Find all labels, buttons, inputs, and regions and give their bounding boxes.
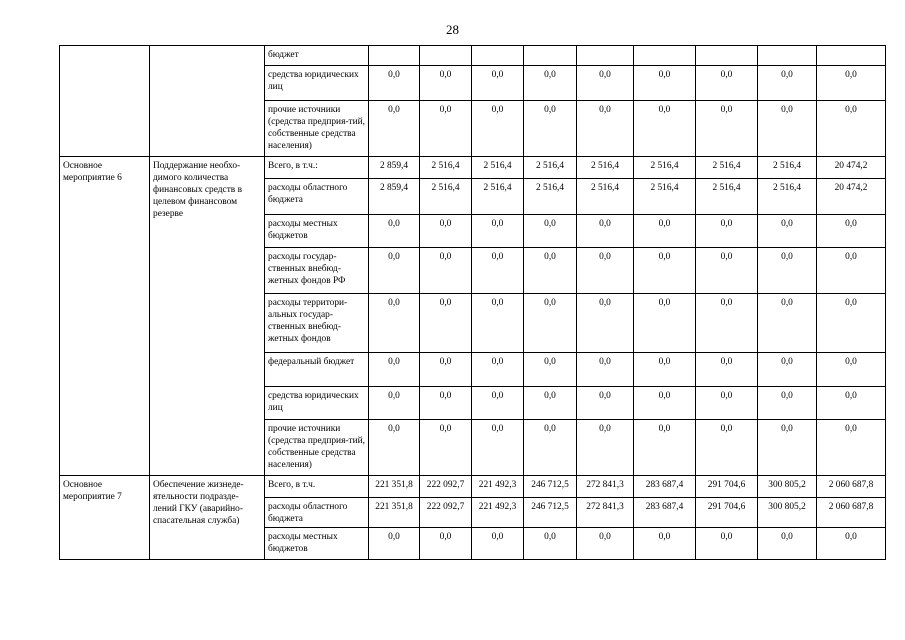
year-value-cell: 0,0 — [634, 101, 696, 157]
year-value-cell: 0,0 — [758, 248, 817, 294]
year-value-cell: 222 092,7 — [420, 476, 472, 498]
year-value-cell: 0,0 — [634, 215, 696, 248]
year-value-cell — [758, 46, 817, 66]
year-value-cell: 0,0 — [524, 66, 577, 101]
year-value-cell: 300 805,2 — [758, 498, 817, 528]
year-value-cell: 0,0 — [577, 353, 634, 387]
year-value-cell: 2 516,4 — [472, 179, 524, 215]
year-value-cell: 0,0 — [577, 387, 634, 420]
year-value-cell: 291 704,6 — [696, 476, 758, 498]
year-value-cell — [472, 46, 524, 66]
year-value-cell: 2 516,4 — [696, 157, 758, 179]
year-value-cell: 0,0 — [472, 353, 524, 387]
year-value-cell: 0,0 — [420, 420, 472, 476]
year-value-cell: 0,0 — [420, 101, 472, 157]
year-value-cell: 0,0 — [369, 215, 420, 248]
year-value-cell: 0,0 — [758, 66, 817, 101]
funding-source-cell: средства юридических лиц — [265, 66, 369, 101]
year-value-cell — [696, 46, 758, 66]
year-value-cell: 0,0 — [634, 528, 696, 560]
year-value-cell: 2 516,4 — [420, 157, 472, 179]
year-value-cell: 0,0 — [634, 248, 696, 294]
table-body — [60, 46, 886, 560]
measure-status-cell: Основное мероприятие 6 — [60, 157, 150, 476]
budget-table — [59, 45, 886, 560]
year-value-cell: 0,0 — [696, 66, 758, 101]
year-value-cell — [634, 46, 696, 66]
total-value-cell: 0,0 — [817, 294, 886, 353]
year-value-cell: 0,0 — [420, 66, 472, 101]
total-value-cell: 20 474,2 — [817, 157, 886, 179]
total-value-cell: 0,0 — [817, 387, 886, 420]
year-value-cell: 0,0 — [472, 528, 524, 560]
year-value-cell: 0,0 — [420, 387, 472, 420]
year-value-cell: 0,0 — [577, 66, 634, 101]
total-value-cell: 2 060 687,8 — [817, 498, 886, 528]
year-value-cell: 221 351,8 — [369, 476, 420, 498]
year-value-cell: 2 516,4 — [524, 179, 577, 215]
year-value-cell: 0,0 — [369, 248, 420, 294]
funding-source-cell: расходы местных бюджетов — [265, 528, 369, 560]
year-value-cell: 0,0 — [758, 101, 817, 157]
year-value-cell: 0,0 — [369, 101, 420, 157]
year-value-cell: 0,0 — [758, 215, 817, 248]
year-value-cell: 0,0 — [634, 294, 696, 353]
year-value-cell: 0,0 — [420, 248, 472, 294]
year-value-cell: 0,0 — [369, 420, 420, 476]
year-value-cell: 0,0 — [420, 294, 472, 353]
total-value-cell: 0,0 — [817, 420, 886, 476]
year-value-cell: 2 516,4 — [696, 179, 758, 215]
year-value-cell: 272 841,3 — [577, 498, 634, 528]
year-value-cell: 0,0 — [524, 101, 577, 157]
year-value-cell — [524, 46, 577, 66]
funding-source-cell: расходы областного бюджета — [265, 498, 369, 528]
year-value-cell: 0,0 — [472, 101, 524, 157]
table-row — [60, 157, 886, 179]
year-value-cell: 246 712,5 — [524, 476, 577, 498]
year-value-cell: 0,0 — [577, 101, 634, 157]
table-row — [60, 46, 886, 66]
year-value-cell: 0,0 — [524, 215, 577, 248]
total-value-cell — [817, 46, 886, 66]
year-value-cell: 291 704,6 — [696, 498, 758, 528]
year-value-cell: 0,0 — [472, 215, 524, 248]
year-value-cell — [369, 46, 420, 66]
year-value-cell: 221 351,8 — [369, 498, 420, 528]
year-value-cell: 0,0 — [369, 294, 420, 353]
year-value-cell: 2 859,4 — [369, 157, 420, 179]
year-value-cell: 0,0 — [472, 294, 524, 353]
year-value-cell: 0,0 — [420, 215, 472, 248]
year-value-cell: 2 859,4 — [369, 179, 420, 215]
total-value-cell: 20 474,2 — [817, 179, 886, 215]
year-value-cell: 246 712,5 — [524, 498, 577, 528]
funding-source-cell: расходы территори-альных государ-ственных внебюд-жетных фондов — [265, 294, 369, 353]
year-value-cell: 0,0 — [577, 248, 634, 294]
total-value-cell: 0,0 — [817, 353, 886, 387]
year-value-cell: 283 687,4 — [634, 476, 696, 498]
year-value-cell: 0,0 — [472, 66, 524, 101]
year-value-cell: 0,0 — [472, 420, 524, 476]
funding-source-cell: расходы государ-ственных внебюд-жетных фондов РФ — [265, 248, 369, 294]
year-value-cell: 2 516,4 — [634, 157, 696, 179]
year-value-cell: 0,0 — [634, 387, 696, 420]
year-value-cell: 0,0 — [696, 420, 758, 476]
year-value-cell: 0,0 — [696, 387, 758, 420]
year-value-cell: 2 516,4 — [577, 179, 634, 215]
total-value-cell: 0,0 — [817, 215, 886, 248]
measure-name-cell — [150, 46, 265, 157]
year-value-cell: 0,0 — [758, 387, 817, 420]
total-value-cell: 0,0 — [817, 528, 886, 560]
year-value-cell: 272 841,3 — [577, 476, 634, 498]
year-value-cell: 0,0 — [524, 248, 577, 294]
total-value-cell: 0,0 — [817, 66, 886, 101]
year-value-cell: 0,0 — [577, 215, 634, 248]
funding-source-cell: Всего, в т.ч.: — [265, 157, 369, 179]
year-value-cell: 2 516,4 — [577, 157, 634, 179]
year-value-cell: 2 516,4 — [758, 157, 817, 179]
total-value-cell: 2 060 687,8 — [817, 476, 886, 498]
measure-name-cell: Поддержание необхо-димого количества финансовых средств в целевом финансовом резерве — [150, 157, 265, 476]
year-value-cell: 0,0 — [758, 294, 817, 353]
funding-source-cell: прочие источники (средства предприя-тий, собственные средства населения) — [265, 420, 369, 476]
funding-source-cell: прочие источники (средства предприя-тий, собственные средства населения) — [265, 101, 369, 157]
year-value-cell: 0,0 — [369, 353, 420, 387]
year-value-cell: 221 492,3 — [472, 498, 524, 528]
year-value-cell: 0,0 — [524, 294, 577, 353]
year-value-cell: 0,0 — [524, 353, 577, 387]
year-value-cell: 2 516,4 — [758, 179, 817, 215]
funding-source-cell: федеральный бюджет — [265, 353, 369, 387]
year-value-cell: 0,0 — [524, 387, 577, 420]
year-value-cell: 0,0 — [524, 420, 577, 476]
funding-source-cell: расходы местных бюджетов — [265, 215, 369, 248]
year-value-cell: 0,0 — [577, 294, 634, 353]
year-value-cell: 0,0 — [577, 420, 634, 476]
year-value-cell: 0,0 — [696, 101, 758, 157]
funding-source-cell: расходы областного бюджета — [265, 179, 369, 215]
year-value-cell: 0,0 — [369, 528, 420, 560]
funding-source-cell: бюджет — [265, 46, 369, 66]
year-value-cell: 0,0 — [472, 248, 524, 294]
year-value-cell — [420, 46, 472, 66]
year-value-cell: 283 687,4 — [634, 498, 696, 528]
year-value-cell: 0,0 — [696, 528, 758, 560]
year-value-cell: 300 805,2 — [758, 476, 817, 498]
year-value-cell — [577, 46, 634, 66]
year-value-cell: 0,0 — [369, 66, 420, 101]
year-value-cell: 0,0 — [696, 294, 758, 353]
year-value-cell: 0,0 — [758, 528, 817, 560]
year-value-cell: 222 092,7 — [420, 498, 472, 528]
year-value-cell: 0,0 — [420, 528, 472, 560]
year-value-cell: 2 516,4 — [634, 179, 696, 215]
total-value-cell: 0,0 — [817, 101, 886, 157]
year-value-cell: 2 516,4 — [472, 157, 524, 179]
measure-status-cell: Основное мероприятие 7 — [60, 476, 150, 560]
measure-name-cell: Обеспечение жизнеде-ятельности подразде-лений ГКУ (аварийно-спасательная служба) — [150, 476, 265, 560]
year-value-cell: 221 492,3 — [472, 476, 524, 498]
total-value-cell: 0,0 — [817, 248, 886, 294]
year-value-cell: 0,0 — [696, 215, 758, 248]
year-value-cell: 0,0 — [634, 66, 696, 101]
year-value-cell: 0,0 — [696, 248, 758, 294]
year-value-cell: 2 516,4 — [524, 157, 577, 179]
year-value-cell: 0,0 — [758, 353, 817, 387]
year-value-cell: 0,0 — [577, 528, 634, 560]
year-value-cell: 0,0 — [524, 528, 577, 560]
year-value-cell: 0,0 — [696, 353, 758, 387]
funding-source-cell: Всего, в т.ч. — [265, 476, 369, 498]
year-value-cell: 0,0 — [472, 387, 524, 420]
year-value-cell: 0,0 — [420, 353, 472, 387]
year-value-cell: 0,0 — [634, 420, 696, 476]
measure-status-cell — [60, 46, 150, 157]
funding-source-cell: средства юридических лиц — [265, 387, 369, 420]
year-value-cell: 2 516,4 — [420, 179, 472, 215]
year-value-cell: 0,0 — [369, 387, 420, 420]
year-value-cell: 0,0 — [758, 420, 817, 476]
table-row — [60, 476, 886, 498]
year-value-cell: 0,0 — [634, 353, 696, 387]
page-number: 28 — [446, 22, 459, 37]
